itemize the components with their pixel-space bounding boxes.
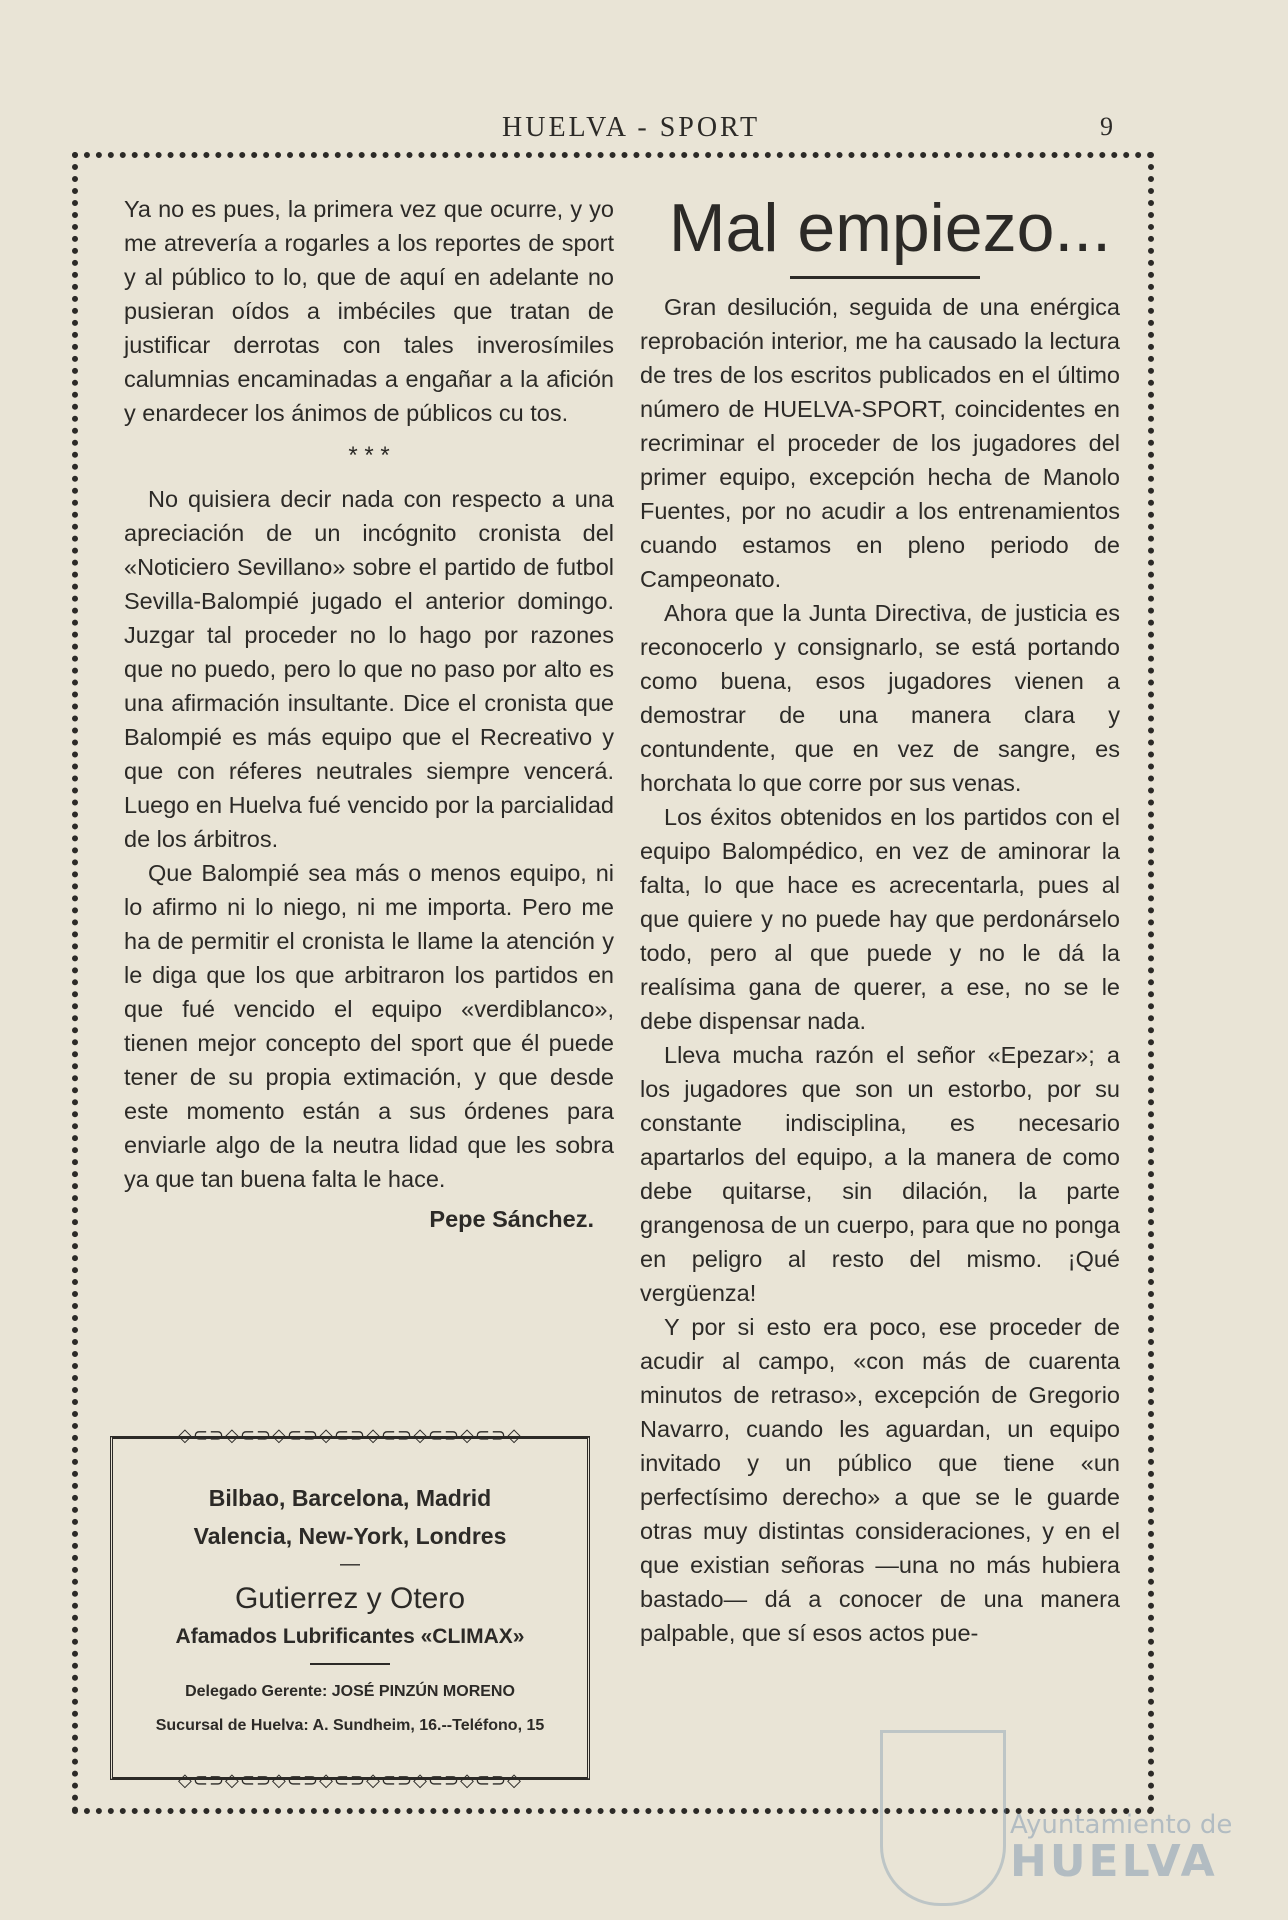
left-column — [124, 192, 614, 1236]
article-headline: Mal empiezo... — [668, 190, 1112, 266]
right-paragraph-5: Y por si esto era poco, ese proceder de acudir al campo, «con más de cuarenta minutos de retraso», excepción de Gregorio Navarro, cuando les aguardan, un equipo invitado y un público que tiene «un perfectísimo derecho» a que se le guarde otras muy distintas consideraciones, y en el que existian señoras —una no más hubiera bastado— dá a conocer de una manera palpable, que sí esos actos pue- — [640, 1314, 1120, 1646]
right-paragraph-2: Ahora que la Junta Directiva, de justicia es reconocerlo y consignarlo, se está portando como buena, esos jugadores vienen a demostrar de una manera clara y contundente, que en vez de sangre, es horchata lo que corre por sus venas. — [640, 600, 1120, 796]
watermark-line-1: Ayuntamiento de — [1010, 1810, 1233, 1840]
left-paragraph-2: No quisiera decir nada con respecto a una apreciación de un incógnito cronista del «Noticiero Sevillano» sobre el partido de futbol Sevilla-Balompié jugado el anterior domingo. Juzgar tal proceder no lo hago por razones que no puedo, pero lo que no paso por alto es una afirmación insultante. Dice el cronista que Balompié es más equipo que el Recreativo y que con réferes neutrales siempre vencerá. Luego en Huelva fué vencido por la parcialidad de los árbitros. — [124, 486, 614, 852]
right-column — [640, 290, 1120, 1650]
page-header — [0, 112, 1288, 152]
ad-brand: Gutierrez y Otero — [234, 1582, 466, 1615]
watermark — [1010, 1810, 1280, 1887]
left-paragraph-3: Que Balompié sea más o menos equipo, ni lo afirmo ni lo niego, ni me importa. Pero me ha de permitir el cronista le llame la atención y le diga que los que arbitraron los partidos en que fué vencido el equipo «verdiblanco», tienen mejor concepto del sport que él puede tener de su propia extimación, y que desde este momento están a sus órdenes para enviarle algo de la neutra lidad que les sobra ya que tan buena falta le hace. — [124, 860, 614, 1192]
headline-rule — [790, 276, 980, 279]
right-paragraph-3: Los éxitos obtenidos en los partidos con el equipo Balompédico, en vez de aminorar la falta, lo que hace es acrecentarla, pues al que quiere y no puede hay que perdonárselo todo, pero al que puede y no le dá la realísima gana de querer, a ese, no se le debe dispensar nada. — [640, 804, 1120, 1034]
ad-cities-line-2: Valencia, New-York, Londres — [193, 1523, 507, 1549]
ad-rule — [310, 1663, 390, 1665]
section-separator: * * * — [348, 442, 390, 469]
watermark-line-2: HUELVA — [1010, 1836, 1218, 1887]
advertisement-box — [110, 1425, 590, 1790]
publication-title: HUELVA - SPORT — [502, 112, 761, 143]
left-paragraph-1: Ya no es pues, la primera vez que ocurre, y yo me atrevería a rogarles a los reportes de sport y al público to lo, que de aquí en adelante no pusieran oídos a imbéciles que tratan de justificar derrotas con tales inverosímiles calumnias encaminadas a engañar a la afición y enardecer los ánimos de públicos cu tos. — [124, 196, 614, 426]
watermark-seal-icon — [880, 1730, 1006, 1906]
ad-cities-line-1: Bilbao, Barcelona, Madrid — [208, 1485, 492, 1511]
right-paragraph-4: Lleva mucha razón el señor «Epezar»; a los jugadores que son un estorbo, por su constante indisciplina, es necesario apartarlos del equipo, a la manera de como debe quitarse, sin dilación, la parte grangenosa de un cuerpo, para que no ponga en peligro al resto del mismo. ¡Qué vergüenza! — [640, 1042, 1120, 1306]
page-number: 9 — [1100, 112, 1113, 141]
ad-manager: Delegado Gerente: JOSÉ PINZÚN MORENO — [185, 1683, 515, 1700]
ornament-border-bottom: ◇⊂⊃◇⊂⊃◇⊂⊃◇⊂⊃◇⊂⊃◇⊂⊃◇⊂⊃◇ — [178, 1770, 522, 1790]
ad-dash: — — [340, 1553, 360, 1575]
ad-product: Afamados Lubrificantes «CLIMAX» — [175, 1625, 525, 1648]
right-paragraph-1: Gran desilución, seguida de una enérgica reprobación interior, me ha causado la lectura de tres de los escritos publicados en el último número de HUELVA-SPORT, coincidentes en recriminar el proceder de los jugadores del primer equipo, excepción hecha de Manolo Fuentes, por no acudir a los entrenamientos cuando estamos en pleno periodo de Campeonato. — [640, 294, 1120, 592]
ad-branch: Sucursal de Huelva: A. Sundheim, 16.--Teléfono, 15 — [155, 1717, 545, 1734]
signature: Pepe Sánchez. — [429, 1206, 594, 1232]
ornament-border-top: ◇⊂⊃◇⊂⊃◇⊂⊃◇⊂⊃◇⊂⊃◇⊂⊃◇⊂⊃◇ — [178, 1425, 522, 1445]
